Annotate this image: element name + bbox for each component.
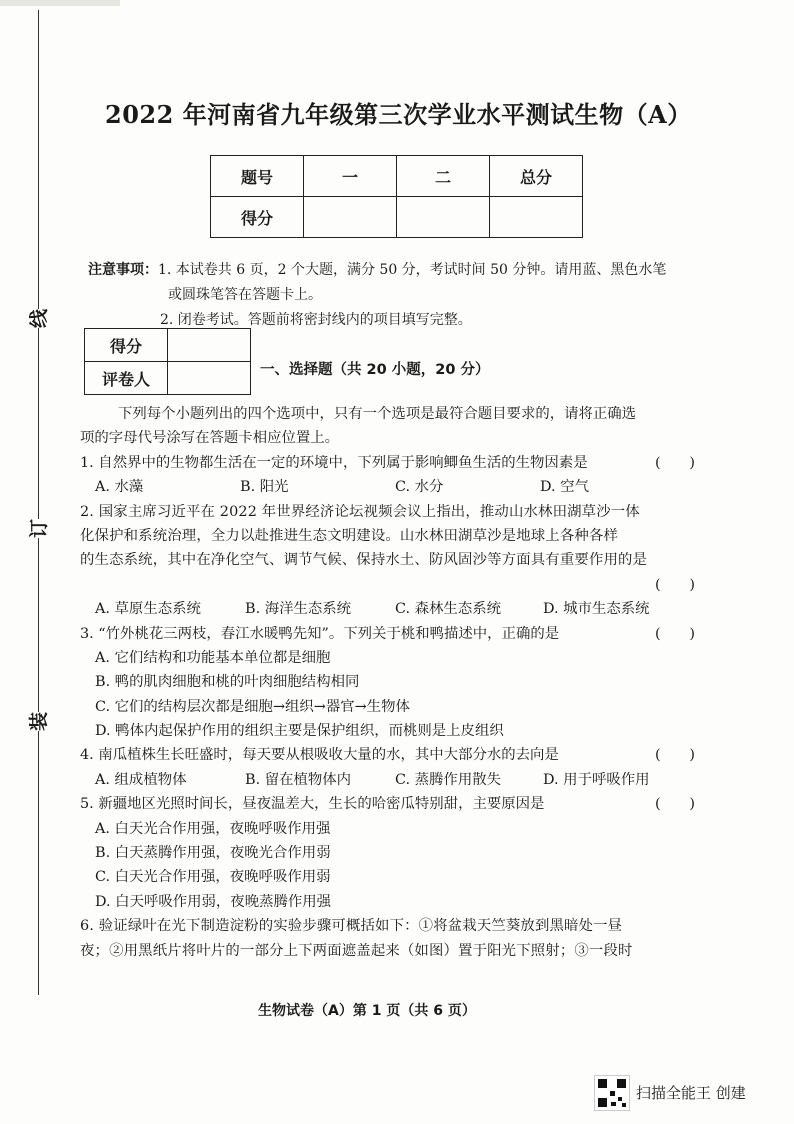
section-title: 一、选择题（共 20 小题，20 分）: [260, 362, 490, 378]
binding-line: [38, 10, 39, 995]
option: D. 空气: [540, 479, 589, 496]
binding-label-zhuang: 装: [21, 712, 54, 731]
question-2-cont: 化保护和系统治理，全力以赴推进生态文明建设。山水林田湖草沙是地球上各种各样: [80, 527, 619, 544]
score-header-cell: 一: [304, 156, 397, 197]
notes-label: 注意事项：: [88, 262, 158, 278]
question-4: [80, 743, 705, 767]
notes-line: 1. 本试卷共 6 页，2 个大题，满分 50 分，考试时间 50 分钟。请用蓝、黑色水笔: [158, 262, 667, 278]
question-stem: 4. 南瓜植株生长旺盛时，每天要从根吸收大量的水，其中大部分水的去向是: [80, 747, 559, 764]
question-6: 6. 验证绿叶在光下制造淀粉的实验步骤可概括如下：①将盆栽天竺葵放到黑暗处一昼: [80, 918, 623, 935]
option: D. 白天呼吸作用弱，夜晚蒸腾作用强: [95, 893, 332, 910]
score-blank-cell[interactable]: [304, 197, 397, 238]
question-stem: 1. 自然界中的生物都生活在一定的环境中，下列属于影响鲫鱼生活的生物因素是: [80, 454, 588, 471]
option: C. 森林生态系统: [395, 601, 501, 618]
grader-blank-cell[interactable]: [168, 329, 251, 362]
score-blank-cell[interactable]: [397, 197, 490, 238]
top-shadow: [0, 0, 120, 6]
question-5: [80, 792, 705, 816]
score-table: [210, 155, 583, 238]
grader-label: 得分: [85, 329, 168, 362]
exam-notes: [88, 258, 728, 333]
answer-paren: ( ): [654, 625, 695, 642]
exam-title: 2022 年河南省九年级第三次学业水平测试生物（A）: [105, 100, 692, 129]
answer-paren: ( ): [654, 454, 695, 471]
question-2-cont: 的生态系统，其中在净化空气、调节气候、保持水土、防风固沙等方面具有重要作用的是: [80, 552, 648, 569]
question-3: [80, 622, 705, 646]
option-row: [80, 597, 705, 621]
option: C. 它们的结构层次都是细胞→组织→器官→生物体: [95, 698, 410, 715]
answer-paren: ( ): [654, 747, 695, 764]
score-row-label: 得分: [211, 197, 304, 238]
option: D. 用于呼吸作用: [543, 771, 650, 788]
option: C. 白天光合作用强，夜晚呼吸作用弱: [95, 869, 331, 886]
question-2: 2. 国家主席习近平在 2022 年世界经济论坛视频会议上指出，推动山水林田湖草沙一体: [80, 503, 640, 520]
question-stem: 3. “竹外桃花三两枝，春江水暖鸭先知”。下列关于桃和鸭描述中，正确的是: [80, 625, 560, 642]
option: C. 蒸腾作用散失: [395, 771, 501, 788]
scanner-watermark: 扫描全能王 创建: [636, 1084, 746, 1102]
question-body: [80, 402, 705, 963]
option: A. 草原生态系统: [95, 601, 201, 618]
option: B. 海洋生态系统: [245, 601, 352, 618]
option: B. 留在植物体内: [245, 771, 352, 788]
binding-label-ding: 订: [21, 519, 54, 538]
grader-table: [84, 328, 251, 395]
grader-blank-cell[interactable]: [168, 362, 251, 395]
page-footer: 生物试卷（A）第 1 页（共 6 页）: [258, 1003, 476, 1019]
option-row: [80, 768, 705, 792]
notes-line: 2. 闭卷考试。答题前将密封线内的项目填写完整。: [160, 312, 472, 328]
intro-line: 项的字母代号涂写在答题卡相应位置上。: [80, 430, 340, 447]
notes-line: 或圆珠笔答在答题卡上。: [168, 287, 322, 303]
intro-line: 下列每个小题列出的四个选项中，只有一个选项是最符合题目要求的，请将正确选: [118, 406, 637, 422]
option: A. 组成植物体: [95, 771, 187, 788]
answer-paren-line: [80, 573, 705, 597]
option: A. 白天光合作用强，夜晚呼吸作用强: [95, 820, 331, 837]
score-header-cell: 题号: [211, 156, 304, 197]
question-6-cont: 夜；②用黑纸片将叶片的一部分上下两面遮盖起来（如图）置于阳光下照射；③一段时: [80, 942, 633, 959]
option-row: [80, 475, 705, 499]
option: B. 白天蒸腾作用强，夜晚光合作用弱: [95, 845, 331, 862]
answer-paren: ( ): [654, 796, 695, 813]
answer-paren: ( ): [654, 576, 695, 593]
binding-label-xian: 线: [21, 309, 54, 328]
score-header-cell: 二: [397, 156, 490, 197]
score-header-cell: 总分: [490, 156, 583, 197]
option: A. 它们结构和功能基本单位都是细胞: [95, 649, 331, 666]
option: B. 鸭的肌肉细胞和桃的叶肉细胞结构相同: [95, 674, 360, 691]
qr-code-icon: [594, 1075, 630, 1111]
question-1: [80, 451, 705, 475]
option: B. 阳光: [240, 479, 289, 496]
question-stem: 5. 新疆地区光照时间长，昼夜温差大，生长的哈密瓜特别甜，主要原因是: [80, 796, 545, 813]
option: D. 鸭体内起保护作用的组织主要是保护组织，而桃则是上皮组织: [95, 723, 504, 740]
option: D. 城市生态系统: [543, 601, 650, 618]
option: C. 水分: [395, 479, 444, 496]
score-blank-cell[interactable]: [490, 197, 583, 238]
grader-label: 评卷人: [85, 362, 168, 395]
option: A. 水藻: [95, 479, 144, 496]
